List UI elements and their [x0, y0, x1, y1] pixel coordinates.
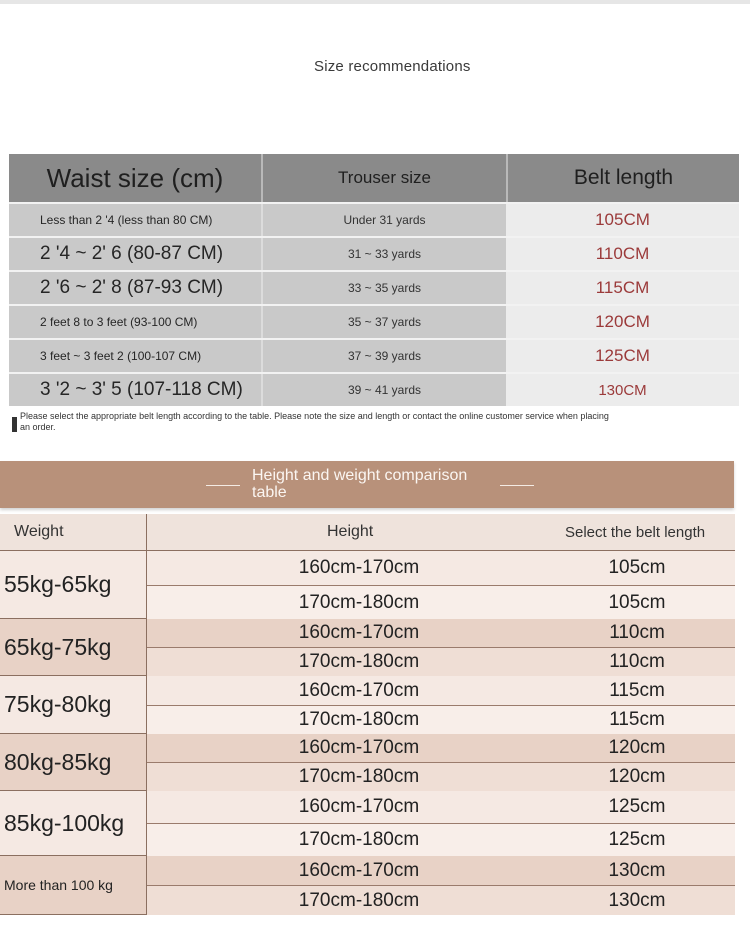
belt-length-cell: 125CM	[595, 346, 650, 365]
size-table-row	[9, 372, 739, 406]
hw-column-divider	[146, 514, 147, 915]
height-cell: 160cm-170cm	[298, 679, 420, 701]
size-table-row	[9, 202, 739, 236]
height-cell: 170cm-180cm	[298, 591, 420, 613]
size-table-row	[9, 304, 739, 338]
waist-size-cell: 3 feet ~ 3 feet 2 (100-107 CM)	[40, 349, 202, 363]
waist-size-cell: 3 '2 ~ 3' 5 (107-118 CM)	[40, 379, 243, 400]
title-dash-left	[206, 485, 240, 486]
note-marker	[12, 417, 17, 432]
trouser-size-cell: 37 ~ 39 yards	[347, 349, 422, 363]
height-cell: 170cm-180cm	[298, 889, 420, 911]
header-select-belt-length: Select the belt length	[565, 523, 706, 541]
size-table-row	[9, 236, 739, 270]
height-cell: 170cm-180cm	[298, 829, 420, 850]
height-cell: 160cm-170cm	[298, 557, 420, 578]
belt-cell: 120cm	[608, 766, 666, 787]
height-cell: 170cm-180cm	[298, 766, 420, 787]
height-cell: 170cm-180cm	[298, 651, 420, 672]
belt-cell: 115cm	[609, 709, 665, 730]
belt-length-cell: 115CM	[595, 278, 650, 297]
hw-group	[0, 734, 735, 791]
hw-row	[147, 676, 735, 705]
height-cell: 160cm-170cm	[298, 737, 420, 758]
hw-row	[147, 823, 735, 856]
size-table-row	[9, 270, 739, 304]
height-cell: 160cm-170cm	[298, 796, 420, 817]
belt-length-cell: 110CM	[595, 244, 650, 263]
belt-length-cell: 105CM	[595, 210, 650, 229]
title-dash-right	[500, 485, 534, 486]
hw-row	[147, 762, 735, 791]
hw-row	[147, 585, 735, 619]
page-title: Size recommendations	[314, 58, 471, 75]
hw-row	[147, 791, 735, 823]
belt-cell: 105cm	[608, 591, 666, 613]
belt-cell: 130cm	[608, 889, 666, 911]
header-waist-size: Waist size (cm)	[46, 162, 224, 193]
hw-group	[0, 856, 735, 915]
hw-row	[147, 647, 735, 676]
belt-length-cell: 120CM	[595, 312, 650, 331]
waist-size-cell: 2 '4 ~ 2' 6 (80-87 CM)	[40, 243, 224, 264]
height-cell: 170cm-180cm	[298, 709, 420, 730]
size-note: Please select the appropriate belt length according to the table. Please note the size and length or contact the online customer service when placing an order.	[20, 411, 609, 432]
belt-length-cell: 130CM	[598, 381, 647, 399]
belt-cell: 110cm	[609, 651, 665, 672]
hw-table-title: Height and weight comparison table	[252, 467, 468, 501]
hw-row	[147, 734, 735, 762]
waist-size-cell: 2 feet 8 to 3 feet (93-100 CM)	[40, 315, 198, 329]
hw-row	[147, 856, 735, 885]
hw-table-header	[0, 514, 735, 551]
hw-group	[0, 791, 735, 856]
hw-row	[147, 619, 735, 647]
hw-group	[0, 551, 735, 619]
height-cell: 160cm-170cm	[298, 622, 420, 643]
top-divider	[0, 0, 750, 4]
weight-cell: 80kg-85kg	[0, 734, 146, 790]
size-table	[9, 154, 739, 406]
hw-row	[147, 551, 735, 585]
hw-group	[0, 619, 735, 676]
header-weight: Weight	[14, 523, 64, 540]
belt-cell: 105cm	[608, 557, 666, 578]
trouser-size-cell: Under 31 yards	[343, 213, 426, 227]
weight-cell: More than 100 kg	[0, 856, 146, 914]
weight-cell: 85kg-100kg	[0, 791, 146, 855]
header-trouser-size: Trouser size	[338, 168, 431, 187]
hw-table	[0, 514, 735, 914]
hw-title-bar	[0, 461, 734, 508]
weight-cell: 55kg-65kg	[0, 551, 146, 618]
header-belt-length: Belt length	[573, 166, 674, 189]
hw-row	[147, 885, 735, 915]
size-table-header	[9, 154, 739, 202]
trouser-size-cell: 31 ~ 33 yards	[347, 247, 422, 261]
trouser-size-cell: 35 ~ 37 yards	[347, 315, 422, 329]
trouser-size-cell: 33 ~ 35 yards	[347, 281, 422, 295]
height-cell: 160cm-170cm	[298, 859, 420, 881]
weight-cell: 65kg-75kg	[0, 619, 146, 675]
belt-cell: 120cm	[608, 737, 666, 758]
size-table-body	[9, 202, 739, 406]
weight-cell: 75kg-80kg	[0, 676, 146, 733]
belt-cell: 110cm	[609, 622, 665, 643]
size-table-row	[9, 338, 739, 372]
waist-size-cell: Less than 2 '4 (less than 80 CM)	[40, 213, 213, 227]
belt-cell: 115cm	[609, 679, 665, 701]
belt-cell: 125cm	[608, 829, 666, 850]
belt-cell: 130cm	[608, 859, 666, 881]
waist-size-cell: 2 '6 ~ 2' 8 (87-93 CM)	[40, 277, 224, 298]
trouser-size-cell: 39 ~ 41 yards	[347, 383, 422, 397]
hw-group	[0, 676, 735, 734]
hw-row	[147, 705, 735, 734]
header-height: Height	[327, 523, 374, 540]
belt-cell: 125cm	[608, 796, 666, 817]
